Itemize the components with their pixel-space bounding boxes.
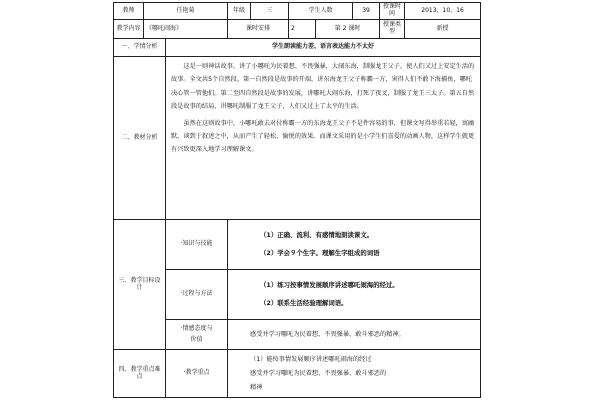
time-label: 授课时间	[380, 3, 405, 20]
key-points-title: 四、教学重点难点	[114, 350, 166, 398]
key-point-item-1: （1）能按事情发展顺序讲述哪吒闹海的经过	[250, 355, 372, 363]
key-points-label: ·教学重点	[166, 350, 228, 398]
key-points-cell	[228, 350, 481, 398]
teacher-name: 任艳菊	[144, 3, 228, 20]
objective-process-cell	[228, 270, 481, 320]
schedule-label: 课时安排	[228, 20, 289, 39]
students-value: 39	[353, 3, 380, 20]
lesson-plan-table	[113, 2, 481, 398]
objective-knowledge-cell	[228, 220, 481, 270]
objective-knowledge-item-1: （1）正确、流利、有感情地朗读课文。	[260, 231, 374, 240]
key-points-row	[114, 350, 481, 398]
material-analysis-row	[114, 57, 481, 220]
objective-row-attitude	[114, 320, 481, 350]
objective-row-process	[114, 270, 481, 320]
objective-attitude-cell	[228, 320, 481, 350]
learner-analysis-text: 学生朗读能力差、语言表达能力不太好	[166, 39, 481, 57]
objective-process-item-1: （1）练习按事情发展顺序讲述哪吒闹海的经过。	[260, 281, 399, 290]
grade-label: 年级	[228, 3, 251, 20]
teacher-label: 教师	[114, 3, 144, 20]
lesson-label: 第 2 课时	[316, 20, 380, 39]
objectives-title: 三、教学目标设计	[114, 220, 166, 350]
objective-label-attitude	[166, 320, 228, 350]
objective-knowledge-item-2: （2）学会９个生字。理解生字组成的词语	[260, 248, 380, 257]
content-value: 《哪吒闹海》	[144, 20, 228, 39]
objective-attitude-item-1: 感受并学习哪吒为民着想、不畏强暴、敢斗邪恶的精神。	[250, 330, 405, 338]
material-paragraph-1: 这是一则神话故事，讲了小哪吒为民着想、不畏强暴，大闹东海，制服龙王父子，使人们又过上安定生活的故事。全文共5个自然段。第一自然段是故事的开端，讲东海龙王父子称霸一方，害得人们不敢下海捕鱼，哪吒决心管一管他们。第二至四自然段是故事的发展，讲哪吒大闹东海，打死了夜叉，制服了龙王三太子。第五自然段是故事的结局，讲哪吒制服了龙王父子，人们又过上了太平的生活。	[171, 63, 475, 111]
time-value: 2013、10、16	[405, 3, 481, 20]
objective-label-knowledge: ·知识与技能	[166, 220, 228, 270]
objective-label-process: ·过程与方法	[166, 270, 228, 320]
grade-value: 三	[251, 3, 289, 20]
schedule-value: 2	[289, 20, 316, 39]
material-analysis-title: 二、教材分析	[114, 57, 166, 220]
objective-label-attitude-line-2: 价值	[190, 335, 203, 343]
key-point-item-2: 感受并学习哪吒为民着想、不畏强暴、敢斗邪恶的	[250, 369, 387, 377]
learner-analysis-title: 一、学情分析	[114, 39, 166, 57]
type-label: 授课类型	[380, 20, 405, 39]
students-label: 学生人数	[289, 3, 353, 20]
key-point-item-3: 精神	[250, 383, 263, 391]
type-value: 新授	[405, 20, 481, 39]
objective-process-item-2: （2）联系生活经验理解词语。	[260, 298, 348, 307]
objective-label-attitude-line-1: ·情感态度与	[180, 324, 213, 332]
learner-analysis-row	[114, 39, 481, 57]
header-row-2	[114, 20, 481, 39]
content-label: 教学内容	[114, 20, 144, 39]
material-analysis-body	[166, 57, 481, 220]
objective-row-knowledge	[114, 220, 481, 270]
material-paragraph-2: 虽然在这则故事中，小哪吒敢去对付称霸一方的东海龙王父子不是件容易的事，但课文写得举重若轻，寓幽默，谈到于叙述之中，从而产生了轻松、愉悦的效果。而课文采用的是小学生们喜爱的动画人物，这样学生就更有兴致更深入地学习理解课文。	[171, 119, 475, 154]
header-row-1	[114, 3, 481, 20]
